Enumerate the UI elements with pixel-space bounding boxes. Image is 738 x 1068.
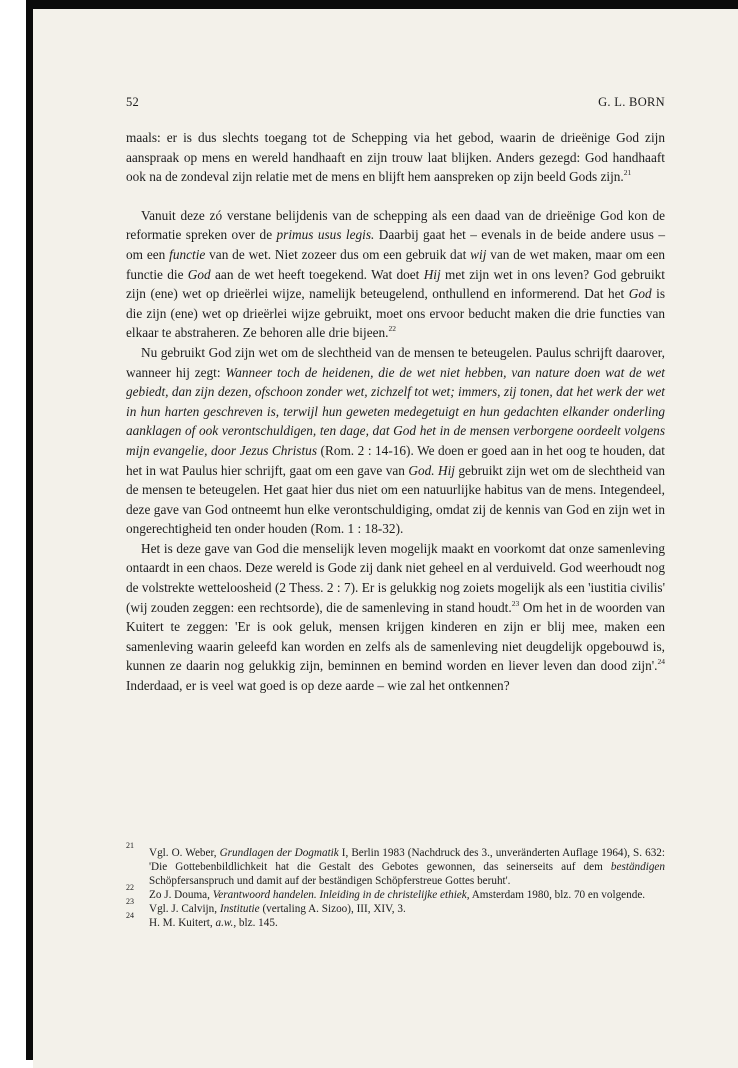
emphasis: God.: [408, 462, 435, 478]
emphasis: beständigen: [610, 861, 665, 874]
footnote-22: 22 Zo J. Douma, Verantwoord handelen. Inleiding in de christelijke ethiek, Amsterdam 1980, blz. 70 en volgende.: [126, 883, 646, 902]
text-run: Vgl. J. Calvijn,: [149, 903, 220, 916]
text-run: van de wet. Niet zozeer dus om een gebruik dat: [205, 246, 471, 262]
paragraph-2: [126, 206, 665, 343]
text-run: blz. 145.: [236, 917, 278, 930]
footnote-ref-24: 24: [657, 657, 665, 667]
text-run: I, Berlin 1983 (Nachdruck des 3., unveränderten Auflage 1964), S. 632: 'Die Gottebenbildlichkeit hat die Gestalt des Gebotes gewonnen, das seinerseits auf dem: [149, 847, 665, 874]
footnote-21: 21 Vgl. O. Weber, Grundlagen der Dogmatik I, Berlin 1983 (Nachdruck des 3., unveränderten Auflage 1964), S. 632: 'Die Gottebenbildlichkeit hat die Gestalt des Gebotes gewonnen, das seinerseits auf dem beständigen Schöpfersanspruch und damit auf der beständigen Schöpferstreue Gottes beruht'.: [126, 841, 665, 888]
footnote-23: 23 Vgl. J. Calvijn, Institutie (vertaling A. Sizoo), III, XIV, 3.: [126, 897, 406, 916]
scan-top-border: [26, 0, 738, 9]
text-run: Het is deze gave van God die menselijk leven mogelijk maakt en voorkomt dat onze samenleving ontaardt in een chaos. Deze wereld is Gode zij dank niet geheel en al verduiveld. God weerhoudt nog de volstrekte wetteloosheid (2 Thess. 2 : 7). Er is gelukkig nog zoiets mogelijk als een 'iustitia civilis' (wij zouden zeggen: een rechtsorde), die de samenleving in stand houdt.: [126, 540, 665, 615]
footnote-ref-21: 21: [623, 168, 632, 178]
text-run: Zo J. Douma,: [149, 889, 213, 902]
text-run: maals: er is dus slechts toegang tot de Schepping via het gebod, waarin de drieënige God zijn aanspraak op mens en wereld handhaaft en zijn trouw laat blijken. Anders gezegd: God handhaaft ook na de zondeval zijn relatie met de mens en blijft hem aanspreken op zijn beeld Gods zijn.: [126, 130, 665, 185]
text-run: Amsterdam 1980, blz. 70 en volgende.: [469, 889, 646, 902]
text-run: H. M. Kuitert,: [149, 917, 216, 930]
paragraph-1: [126, 128, 665, 187]
footnotes: [126, 841, 665, 931]
text-run: Vanuit deze zó verstane belijdenis van de schepping als een daad van de drieënige God kon de reformatie spreken over de: [126, 207, 665, 243]
text-run: Daarbij gaat het – evenals in de beide andere usus – om een: [126, 227, 665, 262]
emphasis: a.w.,: [215, 917, 237, 930]
scan-margin: [0, 0, 26, 1068]
emphasis: God: [628, 286, 652, 302]
text-run: (Rom. 2 : 14-16). We doen er goed aan in het oog te houden, dat het in wat Paulus hier schrijft, gaat om een gave van: [126, 442, 666, 478]
emphasis: primus usus legis.: [276, 227, 375, 243]
running-head-author: G. L. BORN: [598, 95, 665, 109]
scan-left-border: [26, 8, 33, 1060]
text-run: Nu gebruikt God zijn wet om de slechtheid van de mensen te beteugelen. Paulus schrijft daarover, wanneer hij zegt:: [126, 344, 665, 380]
footnote-ref-23: 23: [511, 598, 520, 608]
book-title: Verantwoord handelen. Inleiding in de christelijke ethiek,: [212, 889, 470, 902]
emphasis: Hij: [423, 266, 441, 282]
footnote-ref-22: 22: [388, 324, 396, 334]
emphasis: functie: [169, 246, 206, 262]
emphasis: wij: [470, 246, 487, 262]
emphasis: Hij: [438, 462, 455, 478]
page-number: 52: [126, 95, 140, 109]
text-run: aan de wet heeft toegekend. Wat doet: [210, 266, 424, 282]
text-run: van de wet maken, maar om een functie die: [126, 246, 665, 282]
emphasis: God: [187, 266, 211, 282]
text-run: gebruikt zijn wet om de slechtheid van de mensen te beteugelen. Het gaat hier dus niet om een natuurlijke habitus van de mens. Integendeel, deze gave van God ontneemt hun elke verontschuldiging, omdat zij de kennis van God en zijn wet in ongerechtigheid ten onder houden (Rom. 1 : 18-32).: [126, 462, 665, 537]
book-title: Grundlagen der Dogmatik: [219, 847, 339, 859]
footnote-24: 24 H. M. Kuitert, a.w., blz. 145.: [126, 911, 278, 930]
book-title: Institutie: [219, 903, 260, 916]
text-run: met zijn wet in ons leven? God gebruikt zijn (ene) wet op drieërlei wijze, namelijk beteugelend, onthullend en informerend. Dat het: [126, 266, 665, 302]
paragraph-4: [126, 539, 665, 696]
text-run: is die zijn (ene) wet op drieërlei wijze gebruikt, moet ons ervoor beducht maken die drie functies van elkaar te abstraheren. Ze behoren alle drie bijeen.: [126, 286, 665, 341]
main-text: [126, 128, 665, 696]
text-run: (vertaling A. Sizoo), III, XIV, 3.: [259, 903, 406, 916]
text-run: Schöpfersanspruch und damit auf der beständigen Schöpferstreue Gottes beruht'.: [149, 875, 511, 888]
paragraph-3: [126, 343, 665, 539]
scripture-quote: Wanneer toch de heidenen, die de wet niet hebben, van nature doen wat de wet gebiedt, dan zijn dezen, ofschoon zonder wet, zichzelf tot wet; immers, zij tonen, dat het werk der wet in hun harten geschreven is, terwijl hun geweten medegetuigt en hun gedachten elkander onderling aanklagen of ook verontschuldigen, ten dage, dat God het in de mensen verborgene oordeelt volgens mijn evangelie, door Jezus Christus: [126, 364, 665, 458]
text-run: Vgl. O. Weber,: [149, 847, 220, 859]
text-run: Inderdaad, er is veel wat goed is op deze aarde – wie zal het ontkennen?: [126, 678, 510, 694]
text-run: Om het in de woorden van Kuitert te zeggen: 'Er is ook geluk, mensen krijgen kinderen en zijn er blij mee, maken een samenleving waarin geleefd kan worden en zelfs als de samenleving niet deugdelijk opgebouwd is, kunnen ze daarin nog gelukkig zijn, beminnen en bemind worden en liever leven dan dood zijn'.: [126, 599, 665, 674]
